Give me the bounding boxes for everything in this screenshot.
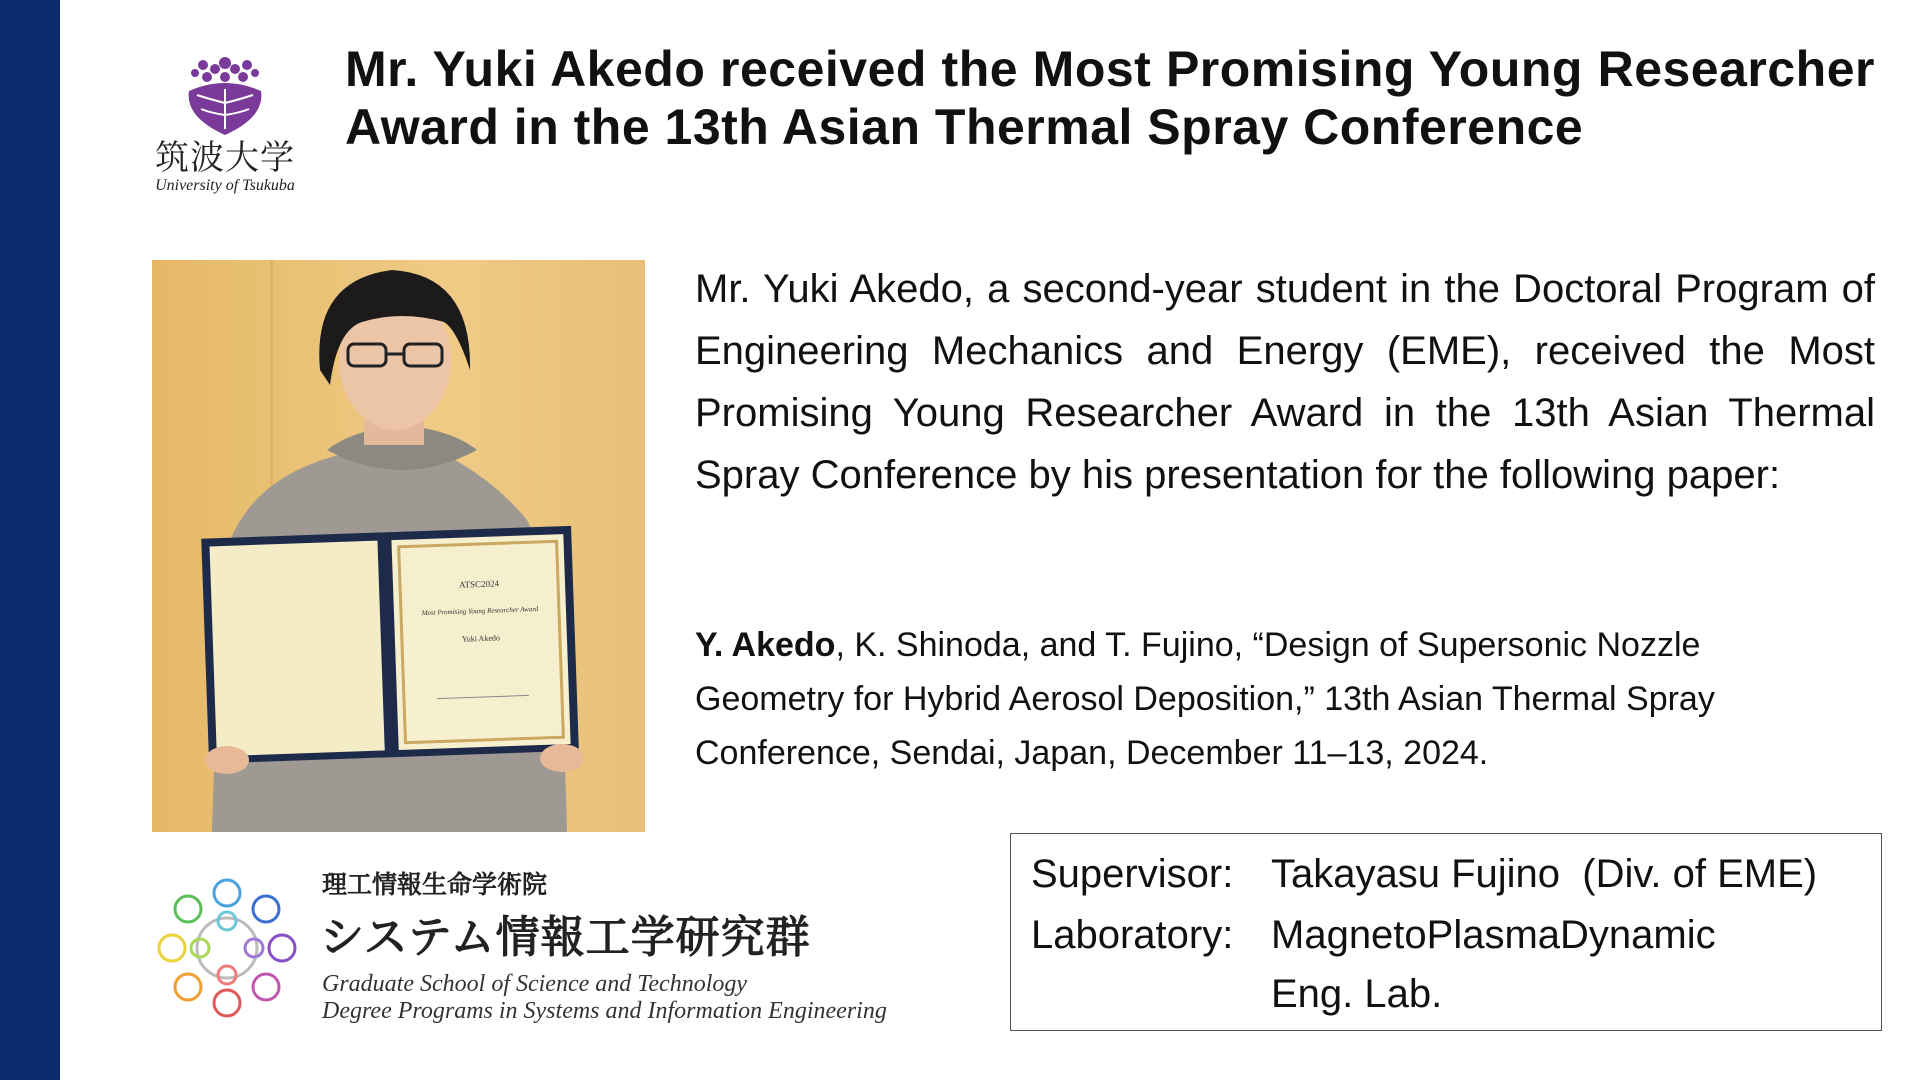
supervisor-value: Takayasu Fujino (Div. of EME) xyxy=(1271,852,1818,896)
university-name-jp: 筑波大学 xyxy=(155,138,295,178)
university-name-en: University of Tsukuba xyxy=(155,177,295,194)
laboratory-value-line2: Eng. Lab. xyxy=(1271,972,1443,1016)
laboratory-label: Laboratory: xyxy=(1031,913,1234,957)
paper-citation xyxy=(695,618,1845,780)
award-photo xyxy=(152,260,645,832)
laboratory-row-continued xyxy=(1031,964,1442,1025)
paulownia-crest-icon xyxy=(185,55,265,137)
award-description: Mr. Yuki Akedo, a second-year student in the Doctoral Program of Engineering Mechanics and Energy (EME), received the Most Promising Young Researcher Award in the 13th Asian Thermal Spray Conference by his presentation for the following paper: xyxy=(695,267,1875,497)
citation-details: , K. Shinoda, and T. Fujino, “Design of Supersonic Nozzle Geometry for Hybrid Aerosol Deposition,” 13th Asian Thermal Spray Conference, Sendai, Japan, December 11–13, 2024. xyxy=(695,626,1715,772)
certificate-heading: ATSC2024 xyxy=(458,578,500,590)
supervisor-row xyxy=(1031,844,1817,905)
laboratory-row xyxy=(1031,905,1716,966)
program-name-jp: システム情報工学研究群 xyxy=(320,912,811,963)
program-name-en: Degree Programs in Systems and Information Engineering xyxy=(322,998,887,1024)
page-title: Mr. Yuki Akedo received the Most Promising Young Researcher Award in the 13th Asian Thermal Spray Conference xyxy=(345,41,1875,155)
supervisor-info-box xyxy=(1010,833,1882,1031)
sidebar-band xyxy=(0,0,60,1080)
graduate-school-logo xyxy=(150,865,970,1045)
institute-name-jp: 理工情報生命学術院 xyxy=(322,870,548,899)
university-logo xyxy=(145,55,305,200)
supervisor-label: Supervisor: xyxy=(1031,852,1234,896)
certificate-award: Most Promising Young Researcher Award xyxy=(421,605,539,618)
colorful-flower-mark-icon xyxy=(150,871,305,1026)
certificate-name: Yuki Akedo xyxy=(461,633,501,644)
citation-author: Y. Akedo xyxy=(695,626,836,664)
school-name-en: Graduate School of Science and Technology xyxy=(322,971,748,997)
laboratory-value-line1: MagnetoPlasmaDynamic xyxy=(1271,913,1716,957)
